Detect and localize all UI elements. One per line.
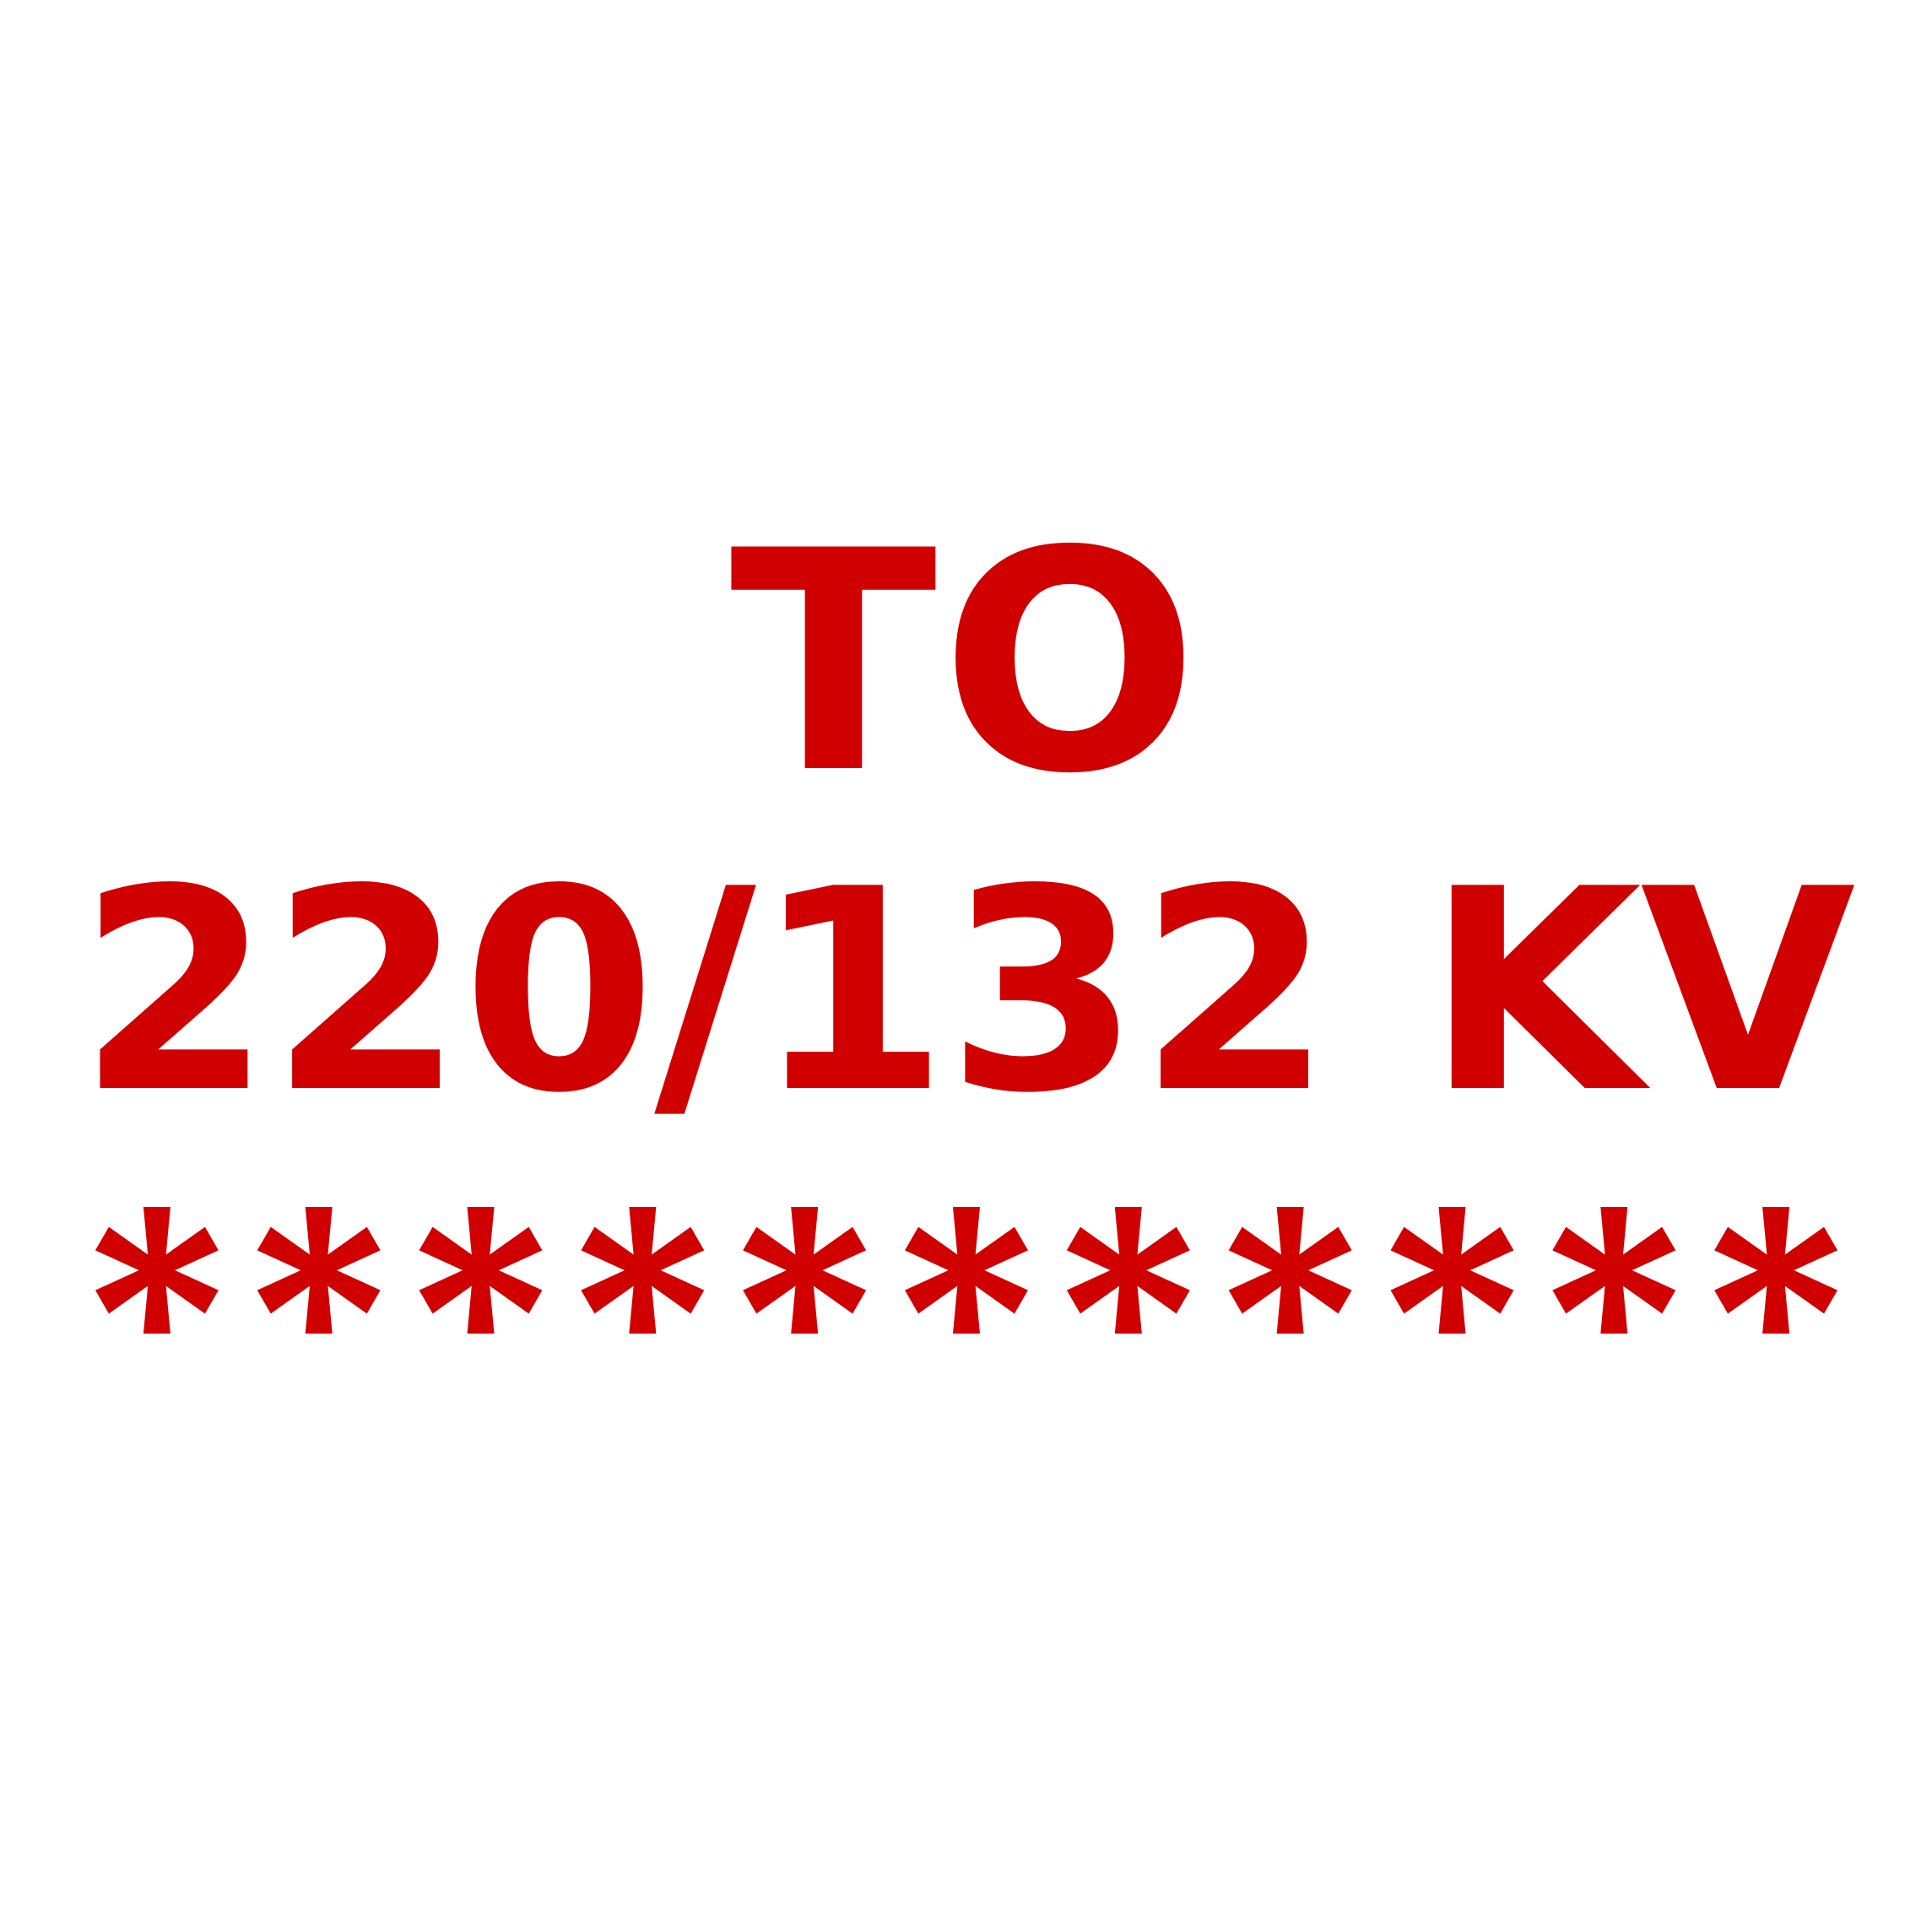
asterisk-icon [743, 1207, 866, 1334]
asterisk-icon [1067, 1207, 1190, 1334]
asterisk-icon [1229, 1207, 1352, 1334]
voltage-rating: 220/132 KV [78, 830, 1854, 1154]
asterisk-icon [1552, 1207, 1675, 1334]
asterisk-icon [419, 1207, 543, 1334]
asterisk-icon [95, 1207, 219, 1334]
heading-to: TO [729, 486, 1203, 840]
asterisk-icon [581, 1207, 704, 1334]
asterisk-icon [1391, 1207, 1514, 1334]
asterisk-icon [1714, 1207, 1837, 1334]
asterisk-icon [905, 1207, 1028, 1334]
asterisk-row-graphic [76, 1203, 1857, 1338]
asterisk-row [76, 1203, 1857, 1338]
asterisk-icon [257, 1207, 381, 1334]
